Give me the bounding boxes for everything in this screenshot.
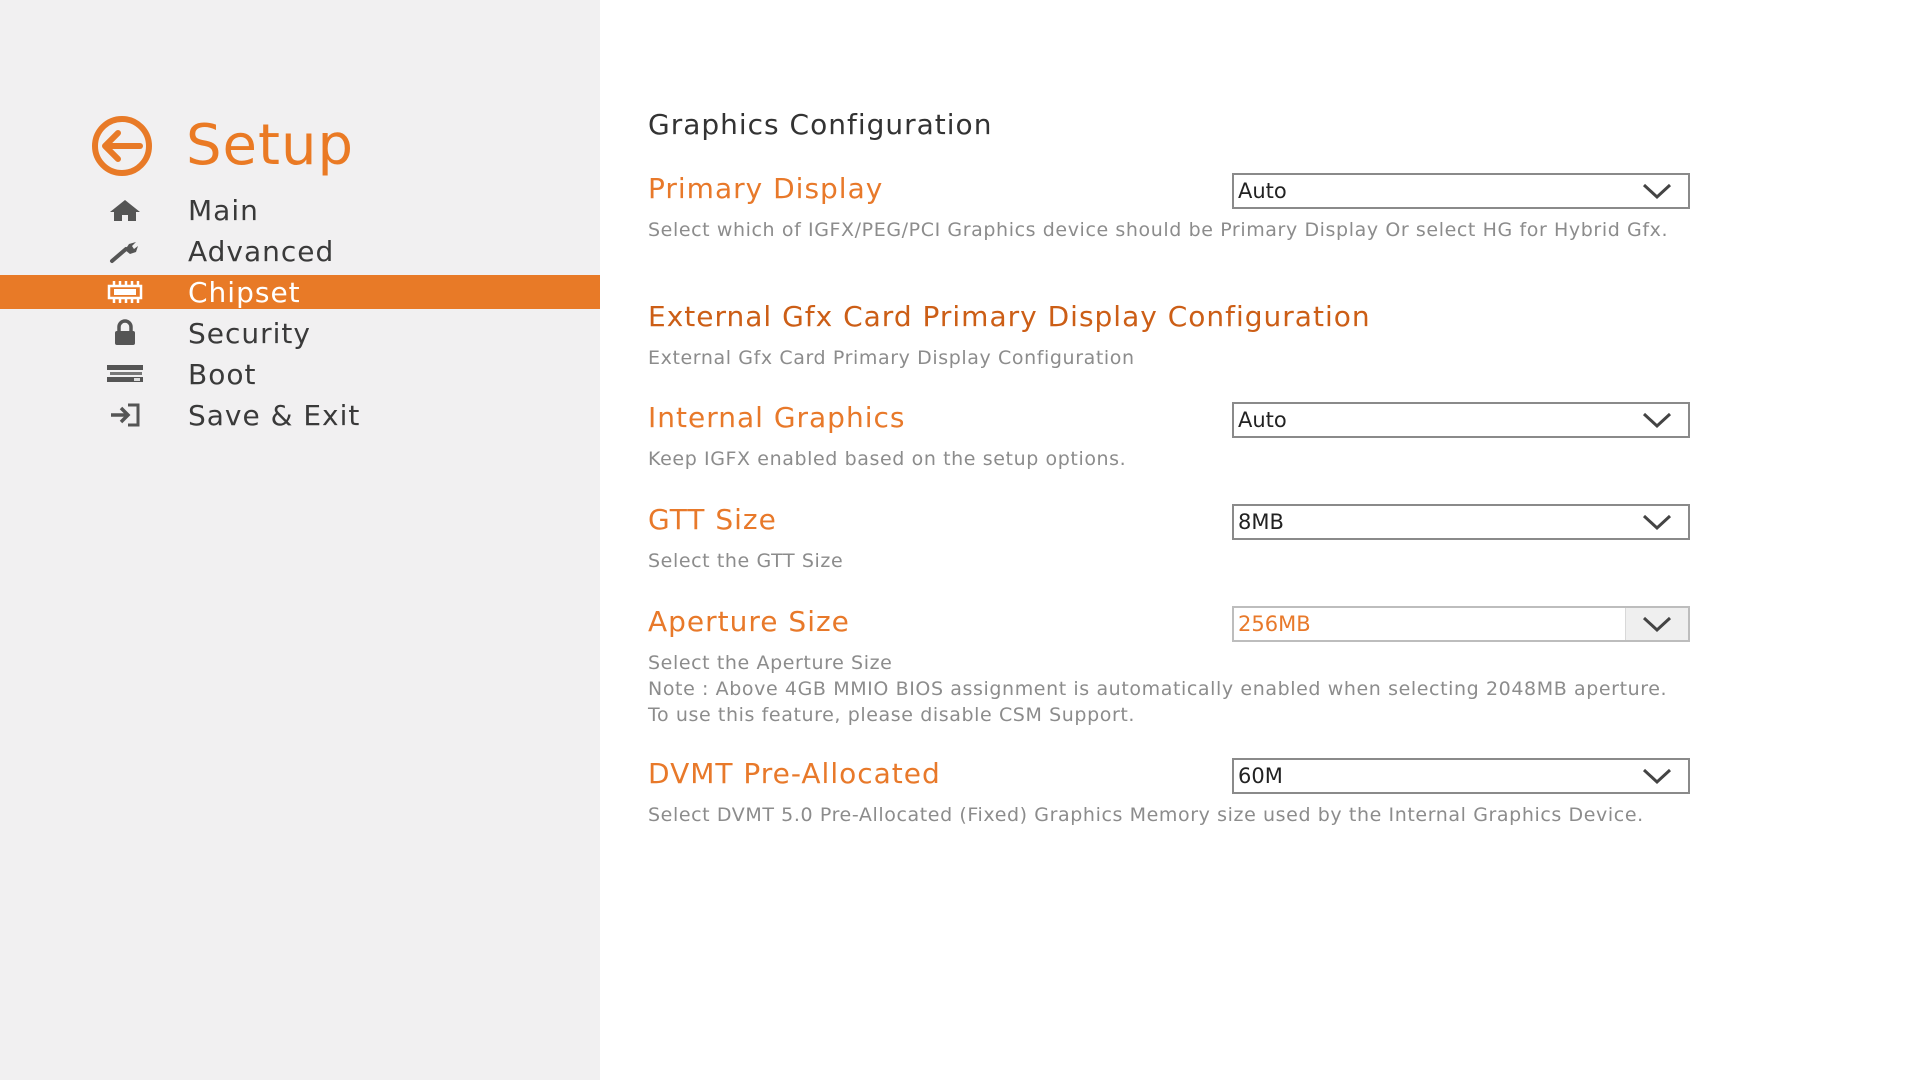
nav-item-advanced[interactable] <box>0 234 600 268</box>
nav-item-boot[interactable] <box>0 357 600 391</box>
chevron-down-icon[interactable] <box>1626 506 1688 538</box>
nav-item-save-exit[interactable] <box>0 398 600 432</box>
setting-gtt-size <box>648 502 1708 574</box>
setting-description: External Gfx Card Primary Display Configuration <box>648 347 1135 369</box>
chevron-down-icon[interactable] <box>1625 608 1688 640</box>
nav-item-label: Security <box>188 316 311 350</box>
setting-label: DVMT Pre-Allocated <box>648 757 941 790</box>
setting-description-line: Select the Aperture Size <box>648 652 893 674</box>
setup-back-button[interactable] <box>82 114 354 178</box>
setting-description <box>648 650 1688 728</box>
internal-graphics-select[interactable] <box>1232 402 1690 438</box>
setting-internal-graphics <box>648 400 1708 472</box>
setting-label: Aperture Size <box>648 605 850 638</box>
chevron-down-icon[interactable] <box>1626 175 1688 207</box>
nav-item-chipset[interactable] <box>0 275 600 309</box>
nav-item-label: Chipset <box>188 275 301 309</box>
select-value: Auto <box>1238 179 1287 203</box>
setting-primary-display <box>648 171 1708 243</box>
setting-label: GTT Size <box>648 503 777 536</box>
wrench-icon <box>105 234 145 268</box>
nav-item-label: Main <box>188 193 259 227</box>
setting-description: Keep IGFX enabled based on the setup options. <box>648 448 1127 470</box>
nav-item-security[interactable] <box>0 316 600 350</box>
dvmt-select[interactable] <box>1232 758 1690 794</box>
nav-item-main[interactable] <box>0 193 600 227</box>
setting-description-note: Note : Above 4GB MMIO BIOS assignment is automatically enabled when selecting 2048MB aperture. To use this feature, please disable CSM Support. <box>648 678 1668 726</box>
select-value: 60M <box>1238 764 1283 788</box>
chevron-down-icon[interactable] <box>1626 760 1688 792</box>
nav-item-label: Advanced <box>188 234 335 268</box>
exit-icon <box>105 398 145 432</box>
select-value: 8MB <box>1238 510 1284 534</box>
setting-description: Select the GTT Size <box>648 550 844 572</box>
nav-menu <box>0 193 600 439</box>
setup-title: Setup <box>186 113 354 178</box>
chip-icon <box>105 275 145 309</box>
lock-icon <box>105 316 145 350</box>
setting-label: Primary Display <box>648 172 884 205</box>
setting-description: Select DVMT 5.0 Pre-Allocated (Fixed) Graphics Memory size used by the Internal Graphics Device. <box>648 804 1644 826</box>
setting-description: Select which of IGFX/PEG/PCI Graphics device should be Primary Display Or select HG for Hybrid Gfx. <box>648 219 1669 241</box>
setting-dvmt-pre-allocated <box>648 756 1708 828</box>
aperture-size-select[interactable] <box>1232 606 1690 642</box>
section-title: Graphics Configuration <box>648 108 993 141</box>
back-arrow-icon[interactable] <box>82 114 160 178</box>
select-value: 256MB <box>1238 612 1311 636</box>
sidebar <box>0 0 600 1080</box>
main-content <box>648 0 1888 1080</box>
home-icon <box>105 193 145 227</box>
setting-external-gfx[interactable] <box>648 299 1708 371</box>
nav-item-label: Save & Exit <box>188 398 361 432</box>
gtt-size-select[interactable] <box>1232 504 1690 540</box>
drive-icon <box>105 357 145 391</box>
setting-label[interactable]: External Gfx Card Primary Display Configuration <box>648 300 1371 333</box>
chevron-down-icon[interactable] <box>1626 404 1688 436</box>
setting-aperture-size <box>648 604 1708 728</box>
setting-label: Internal Graphics <box>648 401 906 434</box>
primary-display-select[interactable] <box>1232 173 1690 209</box>
select-value: Auto <box>1238 408 1287 432</box>
nav-item-label: Boot <box>188 357 257 391</box>
